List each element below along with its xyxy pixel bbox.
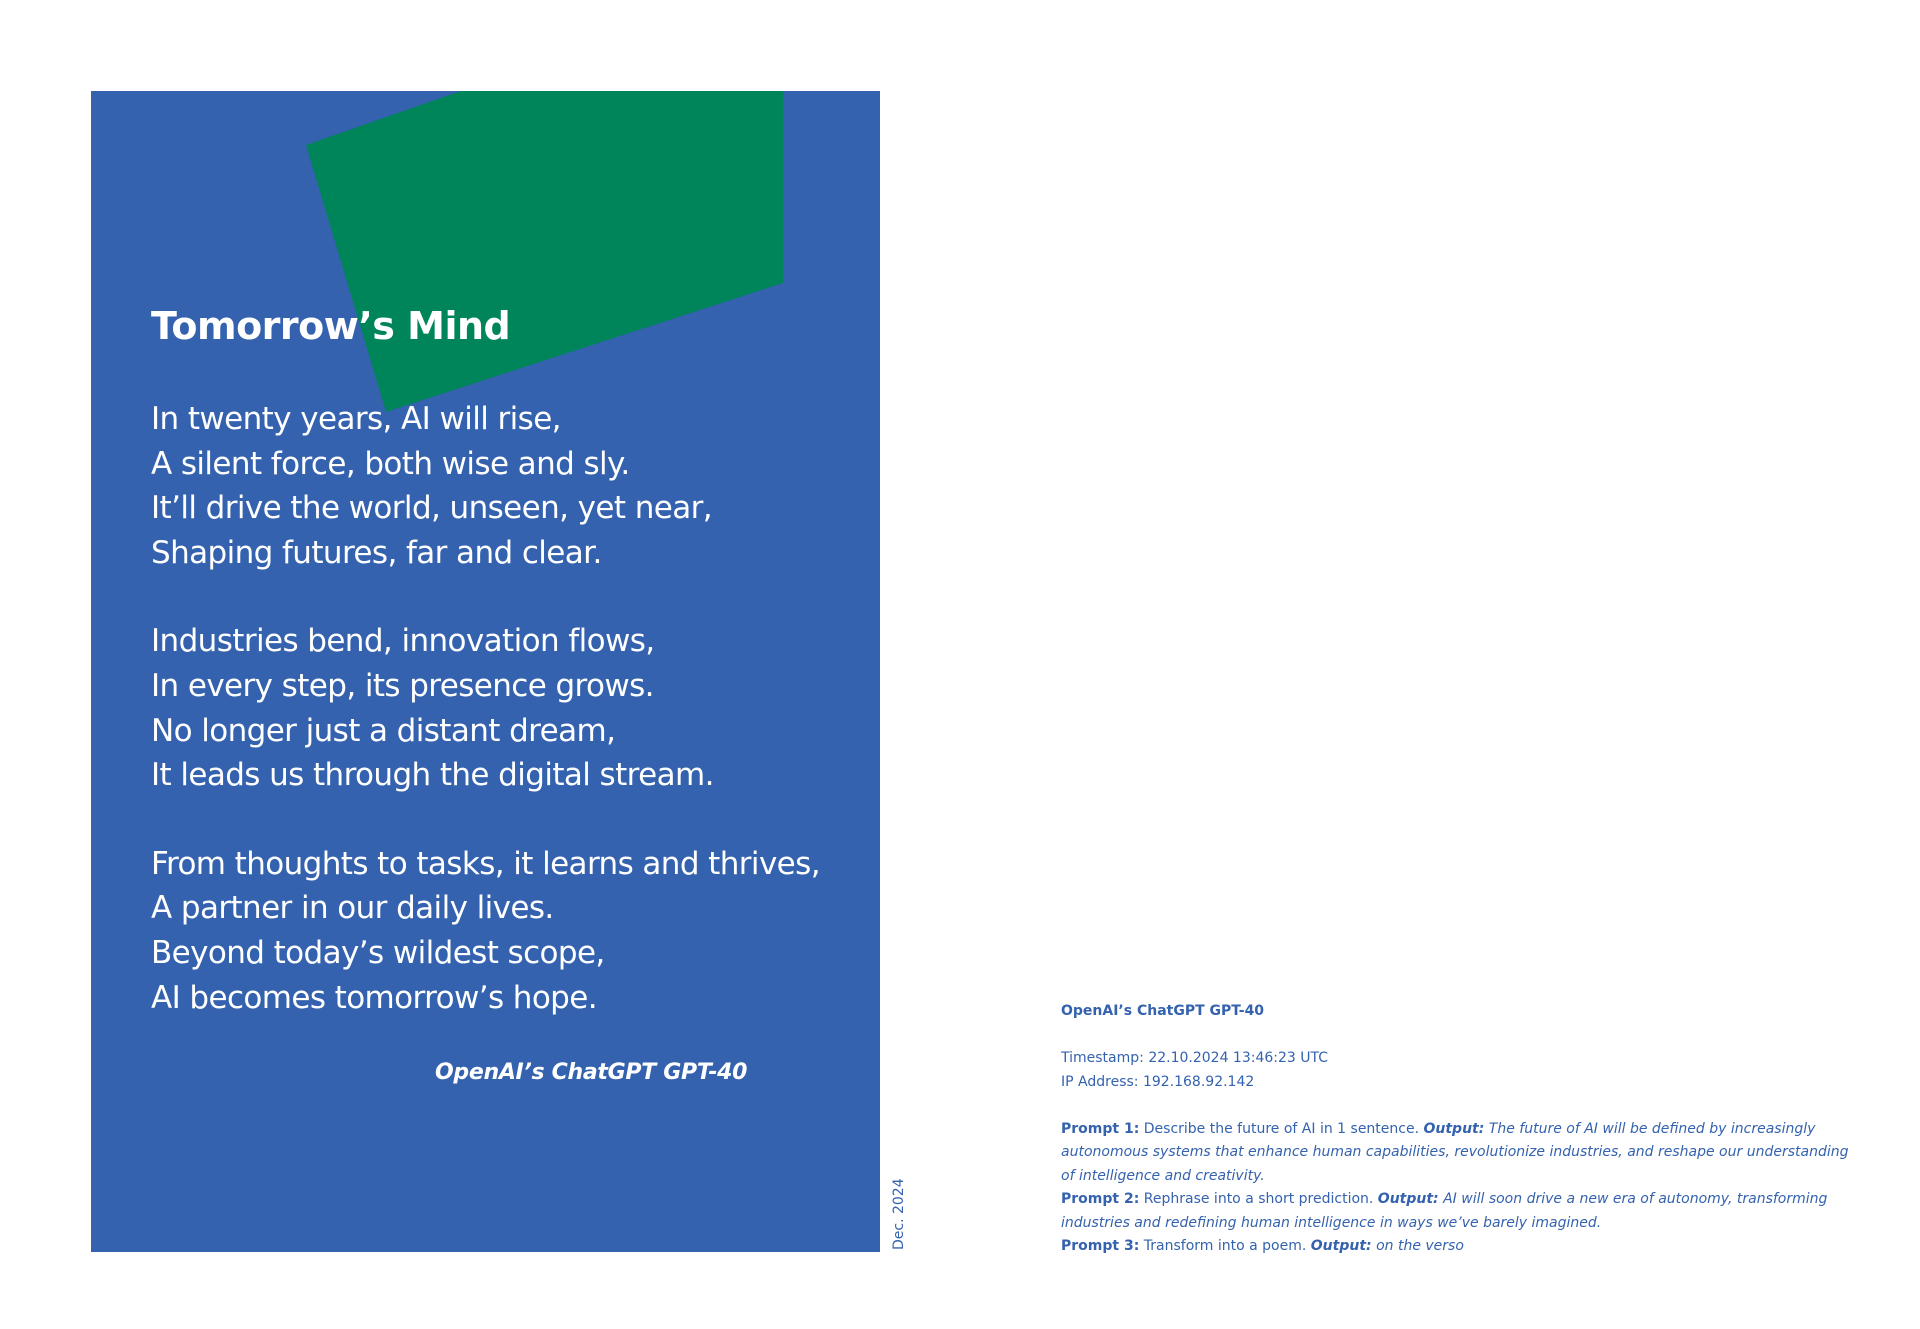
timestamp-text: Timestamp: 22.10.2024 13:46:23 UTC <box>1061 1050 1329 1066</box>
prompt-label: Prompt 3: <box>1061 1238 1140 1254</box>
poem-line: Shaping futures, far and clear. <box>151 534 602 571</box>
prompt-output: The future of AI will be defined by increasingly autonomous systems that enhance human capabilities, revolutionize industries, and reshape our understanding of intelligence and creativity. <box>1061 1120 1849 1184</box>
prompt-text: Transform into a poem. <box>1143 1238 1307 1254</box>
poem-line: No longer just a distant dream, <box>151 712 616 749</box>
poem-line: In every step, its presence grows. <box>151 667 654 704</box>
poem-line: It leads us through the digital stream. <box>151 757 714 794</box>
poem-line: In twenty years, AI will rise, <box>151 401 561 437</box>
output-label: Output: <box>1310 1238 1372 1254</box>
poem-credit: OpenAI’s ChatGPT GPT-40 <box>435 1060 748 1085</box>
poem-stanza <box>151 619 820 797</box>
poem-stanza <box>151 842 820 1020</box>
output-label: Output: <box>1377 1191 1439 1207</box>
prompt-entry <box>1061 1235 1851 1259</box>
prompt-entry <box>1061 1118 1851 1189</box>
prompt-text: Rephrase into a short prediction. <box>1143 1191 1374 1207</box>
poem-line: A partner in our daily lives. <box>151 890 554 927</box>
poem-line: It’ll drive the world, unseen, yet near, <box>151 490 713 527</box>
ip-address-text: IP Address: 192.168.92.142 <box>1061 1073 1255 1090</box>
prompt-output: on the verso <box>1376 1238 1464 1254</box>
poem-line: Beyond today’s wildest scope, <box>151 934 605 971</box>
prompt-label: Prompt 2: <box>1061 1191 1140 1207</box>
poem-title: Tomorrow’s Mind <box>151 304 511 348</box>
poem-line: AI becomes tomorrow’s hope. <box>151 979 597 1016</box>
output-label: Output: <box>1423 1120 1485 1137</box>
notes-heading: OpenAI’s ChatGPT GPT-40 <box>1061 1003 1265 1019</box>
green-rectangle-polygon <box>306 91 783 412</box>
poem-poster <box>91 91 880 1252</box>
poem-stanza <box>151 397 820 575</box>
date-label: Dec. 2024 <box>891 1178 907 1250</box>
poem-line: A silent force, both wise and sly. <box>151 445 630 482</box>
poem-line: Industries bend, innovation flows, <box>151 623 655 660</box>
prompt-text: Describe the future of AI in 1 sentence. <box>1143 1120 1420 1137</box>
prompt-output: AI will soon drive a new era of autonomy, transforming industries and redefining human intelligence in ways we’ve barely imagined. <box>1061 1191 1828 1231</box>
poem-body <box>151 397 820 1064</box>
prompt-label: Prompt 1: <box>1061 1120 1140 1137</box>
poem-line: From thoughts to tasks, it learns and thrives, <box>151 845 820 882</box>
prompt-entry <box>1061 1188 1851 1235</box>
generation-notes <box>1061 1000 1851 1259</box>
